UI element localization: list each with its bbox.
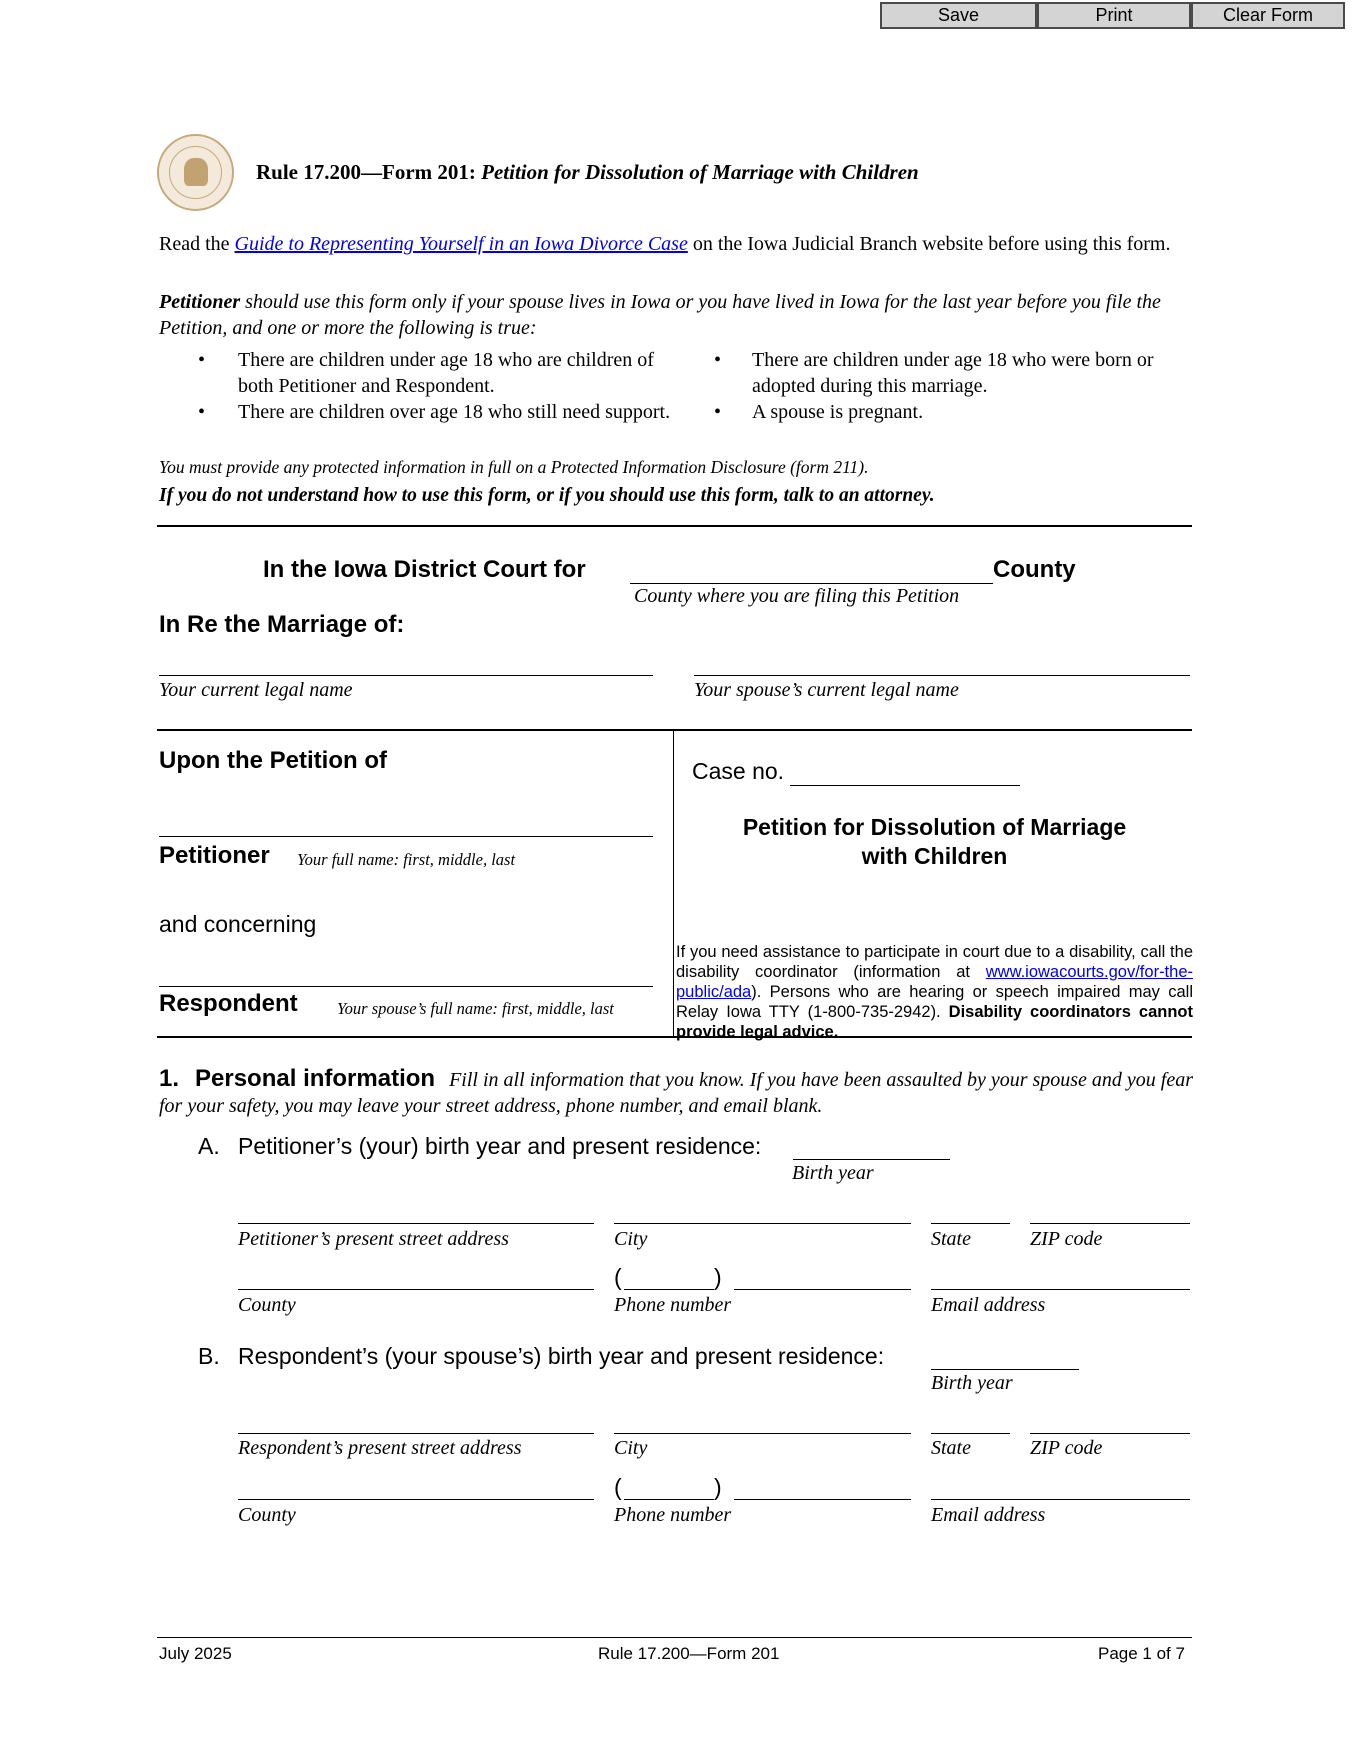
county-hint: County where you are filing this Petition — [634, 585, 960, 607]
case-number-field[interactable] — [790, 785, 1020, 786]
street-hint: Respondent’s present street address — [238, 1437, 522, 1459]
respondent-birth-year-field[interactable] — [931, 1369, 1079, 1370]
phone-hint: Phone number — [614, 1504, 732, 1526]
paren-close: ) — [714, 1264, 722, 1290]
petitioner-residence-label: Petitioner’s (your) birth year and present residence: — [238, 1133, 762, 1159]
petitioner-email-field[interactable] — [931, 1289, 1190, 1290]
petitioner-state-field[interactable] — [931, 1223, 1010, 1224]
disability-notice: If you need assistance to participate in court due to a disability, call the disability coordinator (information at www.iowacourts.gov/for-the-public/ada). Persons who are hearing or speech impaired may call Relay Iowa TTY (1-800-735-2942). Disability coordinators cannot provide legal advice. — [676, 943, 1193, 1041]
petitioner-street-field[interactable] — [238, 1223, 594, 1224]
footer-divider — [157, 1637, 1192, 1638]
respondent-name-field[interactable] — [159, 986, 653, 987]
petitioner-instruction: Petitioner should use this form only if your spouse lives in Iowa or you have lived in Iowa for the last year before you file the Petition, and one or more the following is true: — [159, 291, 1161, 339]
section-a-letter: A. — [198, 1133, 220, 1159]
email-hint: Email address — [931, 1504, 1046, 1526]
your-name-hint: Your current legal name — [159, 679, 353, 701]
your-name-field[interactable] — [159, 675, 653, 676]
intro-read-guide: Read the Guide to Representing Yourself in an Iowa Divorce Case on the Iowa Judicial Branch website before using this form. — [159, 233, 1171, 255]
county-hint: County — [238, 1504, 296, 1526]
phone-hint: Phone number — [614, 1294, 732, 1316]
respondent-phone-field[interactable] — [734, 1499, 911, 1500]
document-title: Petition for Dissolution of Marriage with Children — [742, 814, 1127, 869]
state-hint: State — [931, 1437, 971, 1459]
birth-year-hint: Birth year — [792, 1162, 874, 1184]
paren-close: ) — [714, 1474, 722, 1500]
city-hint: City — [614, 1228, 648, 1250]
zip-hint: ZIP code — [1030, 1437, 1103, 1459]
upon-petition-label: Upon the Petition of — [159, 747, 387, 774]
footer-page: Page 1 of 7 — [1098, 1644, 1185, 1663]
respondent-email-field[interactable] — [931, 1499, 1190, 1500]
form-title: Rule 17.200—Form 201: Petition for Dissolution of Marriage with Children — [256, 160, 919, 184]
bullet-item: There are children over age 18 who still need support. — [238, 401, 671, 423]
footer-date: July 2025 — [159, 1644, 232, 1663]
birth-year-hint: Birth year — [931, 1372, 1013, 1394]
respondent-street-field[interactable] — [238, 1433, 594, 1434]
respondent-residence-label: Respondent’s (your spouse’s) birth year and present residence: — [238, 1343, 885, 1369]
column-divider — [673, 729, 674, 1037]
attorney-note: If you do not understand how to use this form, or if you should use this form, talk to an attorney. — [159, 485, 935, 506]
divider — [157, 1036, 1192, 1038]
spouse-name-hint: Your spouse’s current legal name — [694, 679, 959, 701]
email-hint: Email address — [931, 1294, 1046, 1316]
save-button[interactable]: Save — [880, 2, 1037, 29]
bullet-item: There are children under age 18 who are children of both Petitioner and Respondent. — [238, 349, 654, 397]
petitioner-hint: Your full name: first, middle, last — [297, 850, 516, 869]
respondent-area-code-field[interactable] — [624, 1499, 714, 1500]
respondent-zip-field[interactable] — [1030, 1433, 1190, 1434]
street-hint: Petitioner’s present street address — [238, 1228, 509, 1250]
court-prefix: In the Iowa District Court for — [263, 556, 586, 583]
petitioner-label: Petitioner — [159, 842, 270, 869]
iowa-judicial-branch-seal — [157, 134, 234, 211]
county-hint: County — [238, 1294, 296, 1316]
petitioner-area-code-field[interactable] — [624, 1289, 714, 1290]
county-suffix: County — [993, 556, 1076, 583]
respondent-city-field[interactable] — [614, 1433, 911, 1434]
petitioner-zip-field[interactable] — [1030, 1223, 1190, 1224]
respondent-county-field[interactable] — [238, 1499, 594, 1500]
divider — [157, 729, 1192, 731]
section-b-letter: B. — [198, 1343, 220, 1369]
divider — [157, 525, 1192, 527]
scales-of-justice-icon — [184, 158, 208, 186]
petitioner-city-field[interactable] — [614, 1223, 911, 1224]
petitioner-name-field[interactable] — [159, 836, 653, 837]
city-hint: City — [614, 1437, 648, 1459]
ada-link[interactable]: www.iowacourts.gov/for-the-public/ada — [676, 963, 1193, 1001]
petitioner-birth-year-field[interactable] — [793, 1159, 950, 1160]
bullet-item: There are children under age 18 who were born or adopted during this marriage. — [752, 349, 1154, 397]
paren-open: ( — [614, 1474, 622, 1500]
footer-rule: Rule 17.200—Form 201 — [598, 1644, 780, 1663]
in-re-heading: In Re the Marriage of: — [159, 611, 405, 638]
bullet-item: A spouse is pregnant. — [752, 401, 924, 423]
petitioner-county-field[interactable] — [238, 1289, 594, 1290]
guide-link[interactable]: Guide to Representing Yourself in an Iowa Divorce Case — [234, 233, 688, 255]
county-field[interactable] — [630, 583, 993, 584]
respondent-state-field[interactable] — [931, 1433, 1010, 1434]
and-concerning-label: and concerning — [159, 911, 317, 937]
protected-info-note: You must provide any protected information in full on a Protected Information Disclosure (form 211). — [159, 457, 869, 477]
petitioner-phone-field[interactable] — [734, 1289, 911, 1290]
paren-open: ( — [614, 1264, 622, 1290]
respondent-label: Respondent — [159, 990, 298, 1017]
print-button[interactable]: Print — [1037, 2, 1191, 29]
case-number-label: Case no. — [692, 758, 785, 784]
clear-form-button[interactable]: Clear Form — [1191, 2, 1345, 29]
state-hint: State — [931, 1228, 971, 1250]
respondent-hint: Your spouse’s full name: first, middle, last — [337, 999, 614, 1018]
section-1-heading: 1. Personal information Fill in all information that you know. If you have been assaulted by your spouse and you fear for your safety, you may leave your street address, phone number, and email blank. — [159, 1065, 1194, 1117]
spouse-name-field[interactable] — [694, 675, 1190, 676]
zip-hint: ZIP code — [1030, 1228, 1103, 1250]
